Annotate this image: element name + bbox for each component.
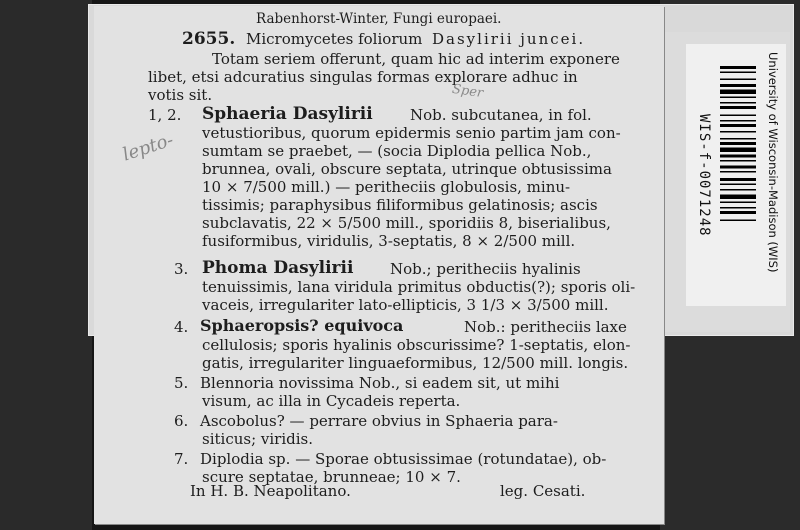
exsiccata-number: 2655. xyxy=(182,29,236,49)
intro-line-2: libet, etsi adcuratius singulas formas explorare adhuc in xyxy=(148,68,578,86)
item-7-number: 7. xyxy=(174,450,189,468)
item-3-number: 3. xyxy=(174,260,189,278)
item-3-species: Phoma Dasylirii xyxy=(202,258,354,278)
item-3-line-3: vaceis, irregulariter lato-ellipticis, 3 1/3 × 3/500 mill. xyxy=(202,296,609,314)
item-1-line-8: fusiformibus, viridulis, 3-septatis, 8 × 2/500 mill. xyxy=(202,232,576,250)
item-1-line-1: Nob. subcutanea, in fol. xyxy=(410,106,592,124)
institution-name: University of Wisconsin-Madison (WIS) xyxy=(766,52,780,273)
intro-line-1: Totam seriem offerunt, quam hic ad interim exponere xyxy=(212,50,620,68)
item-5-line-2: visum, ac illa in Cycadeis reperta. xyxy=(202,392,461,410)
item-1-line-3: sumtam se praebet, — (socia Diplodia pellica Nob., xyxy=(202,142,592,160)
item-1-line-2: vetustioribus, quorum epidermis senio partim jam con- xyxy=(202,124,621,142)
item-6-line-1: Ascobolus? — perrare obvius in Sphaeria para- xyxy=(200,412,558,430)
title-part-a: Micromycetes foliorum xyxy=(246,30,423,48)
item-4-number: 4. xyxy=(174,318,189,336)
intro-line-3: votis sit. xyxy=(148,86,213,104)
item-1-number: 1, 2. xyxy=(148,106,182,124)
barcode-icon xyxy=(720,64,756,240)
item-1-line-7: subclavatis, 22 × 5/500 mill., sporidiis 8, biserialibus, xyxy=(202,214,611,232)
item-4-line-3: gatis, irregulariter linguaeformibus, 12/500 mill. longis. xyxy=(202,354,629,372)
locality: In H. B. Neapolitano. xyxy=(190,482,351,500)
item-5-line-1: Blennoria novissima Nob., si eadem sit, ut mihi xyxy=(200,374,560,392)
specimen-label xyxy=(94,6,664,524)
herbarium-sheet-left xyxy=(0,0,92,530)
item-3-line-1: Nob.; peritheciis hyalinis xyxy=(390,260,581,278)
item-3-line-2: tenuissimis, lana viridula primitus obductis(?); sporis oli- xyxy=(202,278,636,296)
handwritten-top-note: Sper xyxy=(451,81,485,102)
item-1-species: Sphaeria Dasylirii xyxy=(202,104,373,124)
handwritten-margin-note: lepto- xyxy=(120,129,177,166)
title-part-b: Dasylirii juncei. xyxy=(432,30,586,48)
item-1-line-6: tissimis; paraphysibus filiformibus gelatinosis; ascis xyxy=(202,196,598,214)
item-7-line-1: Diplodia sp. — Sporae obtusissimae (rotundatae), ob- xyxy=(200,450,607,468)
item-1-line-5: 10 × 7/500 mill.) — peritheciis globulosis, minu- xyxy=(202,178,571,196)
item-6-line-2: siticus; viridis. xyxy=(202,430,314,448)
item-6-number: 6. xyxy=(174,412,189,430)
item-5-number: 5. xyxy=(174,374,189,392)
label-header: Rabenhorst-Winter, Fungi europaei. xyxy=(256,11,502,27)
item-4-line-2: cellulosis; sporis hyalinis obscurissime? 1-septatis, elon- xyxy=(202,336,631,354)
item-1-line-4: brunnea, ovali, obscure septata, utrinque obtusissima xyxy=(202,160,612,178)
specimen-id: WIS-f-0071248 xyxy=(696,114,712,237)
collector: leg. Cesati. xyxy=(500,482,586,500)
item-7-line-2: scure septatae, brunneae; 10 × 7. xyxy=(202,468,461,486)
item-4-line-1: Nob.: peritheciis laxe xyxy=(464,318,627,336)
item-4-species: Sphaeropsis? equivoca xyxy=(200,316,404,335)
